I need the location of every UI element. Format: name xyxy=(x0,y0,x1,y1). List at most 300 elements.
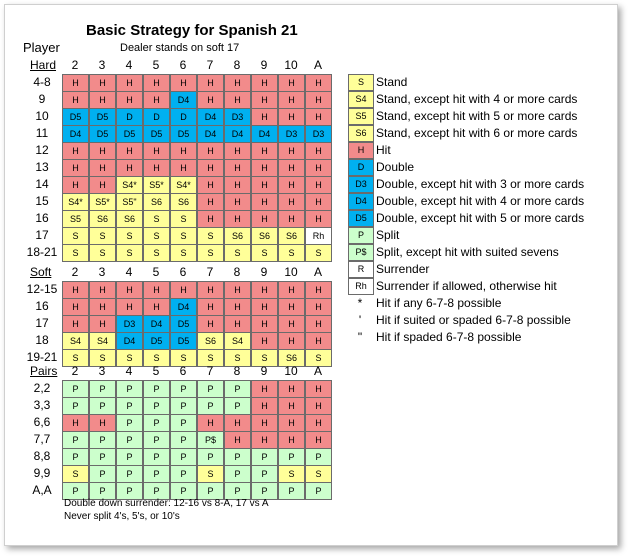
legend-swatch: D3 xyxy=(348,176,374,193)
strategy-cell: S xyxy=(197,244,224,262)
player-hand-label: 10 xyxy=(35,109,49,123)
strategy-cell: P xyxy=(62,380,89,398)
strategy-cell: S6 xyxy=(251,227,278,245)
strategy-cell: H xyxy=(251,91,278,109)
dealer-card-7: 7 xyxy=(206,265,214,279)
strategy-cell: H xyxy=(170,281,197,299)
strategy-cell: H xyxy=(305,193,332,211)
strategy-cell: S6 xyxy=(278,349,305,367)
strategy-cell: D4 xyxy=(116,332,143,350)
strategy-cell: P xyxy=(224,465,251,483)
strategy-cell: S xyxy=(170,210,197,228)
legend-swatch: R xyxy=(348,261,374,278)
strategy-cell: P xyxy=(305,448,332,466)
strategy-cell: H xyxy=(251,281,278,299)
strategy-cell: H xyxy=(251,142,278,160)
strategy-cell: P xyxy=(170,414,197,432)
strategy-cell: H xyxy=(278,380,305,398)
strategy-cell: D5 xyxy=(143,332,170,350)
legend-swatch: Rh xyxy=(348,278,374,295)
legend-item-d4 xyxy=(348,193,618,210)
strategy-cell: D5 xyxy=(143,125,170,143)
strategy-cell: D3 xyxy=(116,315,143,333)
strategy-cell: D4 xyxy=(251,125,278,143)
strategy-cell: P xyxy=(143,380,170,398)
strategy-cell: P xyxy=(197,397,224,415)
dealer-card-5: 5 xyxy=(152,265,160,279)
player-hand-label: 15 xyxy=(35,194,49,208)
strategy-row-hard-10 xyxy=(22,108,325,125)
strategy-cell: P xyxy=(89,482,116,500)
legend-symbol: * xyxy=(357,296,363,310)
strategy-row-soft-16 xyxy=(22,298,325,315)
strategy-cell: H xyxy=(278,74,305,92)
strategy-cell: Rh xyxy=(305,227,332,245)
strategy-cell: H xyxy=(197,74,224,92)
strategy-cell: H xyxy=(89,414,116,432)
legend-text: Double, except hit with 3 or more cards xyxy=(376,177,585,191)
strategy-cell: H xyxy=(89,281,116,299)
strategy-cell: S xyxy=(62,227,89,245)
section-header-hard xyxy=(22,57,325,74)
strategy-cell: S4* xyxy=(62,193,89,211)
strategy-cell: S4* xyxy=(116,176,143,194)
section-title-hard: Hard xyxy=(30,58,57,72)
strategy-cell: D xyxy=(116,108,143,126)
strategy-row-pairs-2-2 xyxy=(22,380,325,397)
player-hand-label: 4-8 xyxy=(33,75,51,89)
strategy-cell: P xyxy=(116,431,143,449)
strategy-cell: H xyxy=(62,91,89,109)
legend-item-h xyxy=(348,142,618,159)
strategy-cell: P xyxy=(224,482,251,500)
strategy-cell: H xyxy=(143,74,170,92)
strategy-row-pairs-7-7 xyxy=(22,431,325,448)
strategy-cell: S5* xyxy=(89,193,116,211)
legend-item-d xyxy=(348,159,618,176)
player-hand-label: 13 xyxy=(35,160,49,174)
dealer-card-7: 7 xyxy=(206,58,214,72)
strategy-cell: H xyxy=(197,193,224,211)
strategy-cell: H xyxy=(305,315,332,333)
strategy-cell: H xyxy=(170,142,197,160)
strategy-cell: S xyxy=(305,349,332,367)
strategy-cell: S6 xyxy=(170,193,197,211)
strategy-cell: H xyxy=(251,176,278,194)
strategy-cell: P xyxy=(224,448,251,466)
strategy-cell: H xyxy=(197,298,224,316)
strategy-cell: P xyxy=(170,397,197,415)
strategy-cell: H xyxy=(305,74,332,92)
legend-item-pdollar xyxy=(348,244,618,261)
strategy-cell: D4 xyxy=(62,125,89,143)
strategy-cell: D5 xyxy=(170,125,197,143)
strategy-cell: H xyxy=(251,210,278,228)
strategy-cell: H xyxy=(224,193,251,211)
strategy-cell: H xyxy=(251,431,278,449)
page-title: Basic Strategy for Spanish 21 xyxy=(86,22,298,39)
player-hand-label: 11 xyxy=(35,126,49,140)
section-header-soft xyxy=(22,264,325,281)
strategy-cell: H xyxy=(251,397,278,415)
strategy-cell: H xyxy=(305,281,332,299)
legend-swatch: D xyxy=(348,159,374,176)
dealer-card-8: 8 xyxy=(233,364,241,378)
strategy-cell: H xyxy=(143,298,170,316)
strategy-cell: P xyxy=(197,482,224,500)
strategy-cell: H xyxy=(224,74,251,92)
dealer-card-4: 4 xyxy=(125,58,133,72)
strategy-cell: P xyxy=(143,482,170,500)
strategy-cell: H xyxy=(170,74,197,92)
strategy-cell: H xyxy=(224,315,251,333)
strategy-cell: S xyxy=(224,244,251,262)
strategy-cell: S xyxy=(116,349,143,367)
strategy-cell: H xyxy=(197,176,224,194)
strategy-cell: H xyxy=(197,281,224,299)
strategy-cell: S4 xyxy=(224,332,251,350)
player-hand-label: 12-15 xyxy=(26,282,58,296)
strategy-cell: S xyxy=(170,349,197,367)
strategy-cell: S6 xyxy=(143,193,170,211)
strategy-cell: S4 xyxy=(89,332,116,350)
strategy-cell: S6 xyxy=(224,227,251,245)
player-hand-label: 18 xyxy=(35,333,49,347)
legend-swatch: P$ xyxy=(348,244,374,261)
legend-swatch: S6 xyxy=(348,125,374,142)
strategy-row-soft-12-15 xyxy=(22,281,325,298)
strategy-cell: D4 xyxy=(170,91,197,109)
strategy-cell: S xyxy=(143,349,170,367)
strategy-cell: P xyxy=(251,482,278,500)
strategy-cell: P xyxy=(305,482,332,500)
strategy-cell: S6 xyxy=(197,332,224,350)
player-hand-label: 8,8 xyxy=(33,449,51,463)
strategy-cell: P xyxy=(116,380,143,398)
strategy-cell: P xyxy=(89,380,116,398)
strategy-cell: H xyxy=(305,91,332,109)
strategy-cell: H xyxy=(143,142,170,160)
strategy-cell: S xyxy=(224,349,251,367)
strategy-cell: P xyxy=(224,397,251,415)
strategy-cell: H xyxy=(251,332,278,350)
strategy-cell: H xyxy=(305,380,332,398)
strategy-cell: H xyxy=(224,414,251,432)
strategy-cell: D3 xyxy=(224,108,251,126)
strategy-cell: H xyxy=(197,142,224,160)
strategy-cell: H xyxy=(305,176,332,194)
note-double-down-surrender: Double down surrender: 12-16 vs 8-A, 17 vs A xyxy=(64,498,269,509)
strategy-cell: S xyxy=(89,244,116,262)
strategy-cell: H xyxy=(305,414,332,432)
strategy-row-hard-9 xyxy=(22,91,325,108)
legend-text: Hit xyxy=(376,143,391,157)
strategy-cell: H xyxy=(170,159,197,177)
strategy-cell: S xyxy=(251,244,278,262)
strategy-cell: P xyxy=(143,448,170,466)
strategy-cell: H xyxy=(62,298,89,316)
strategy-cell: H xyxy=(62,281,89,299)
strategy-cell: S xyxy=(143,210,170,228)
strategy-cell: H xyxy=(278,298,305,316)
strategy-cell: S xyxy=(170,227,197,245)
player-hand-label: 3,3 xyxy=(33,398,51,412)
strategy-cell: H xyxy=(278,108,305,126)
strategy-cell: H xyxy=(116,159,143,177)
legend-swatch: S xyxy=(348,74,374,91)
strategy-cell: D4 xyxy=(197,108,224,126)
strategy-cell: S xyxy=(170,244,197,262)
strategy-cell: H xyxy=(89,159,116,177)
section-title-soft: Soft xyxy=(30,265,52,279)
strategy-cell: P xyxy=(170,465,197,483)
strategy-cell: H xyxy=(89,298,116,316)
strategy-cell: H xyxy=(89,91,116,109)
strategy-cell: H xyxy=(251,108,278,126)
strategy-cell: H xyxy=(251,298,278,316)
dealer-card-a: A xyxy=(313,58,322,72)
strategy-row-hard-12 xyxy=(22,142,325,159)
strategy-cell: S5" xyxy=(116,193,143,211)
strategy-cell: H xyxy=(62,176,89,194)
strategy-row-hard-13 xyxy=(22,159,325,176)
strategy-cell: S6 xyxy=(89,210,116,228)
player-hand-label: 7,7 xyxy=(33,432,51,446)
dealer-card-2: 2 xyxy=(71,265,79,279)
strategy-cell: H xyxy=(278,332,305,350)
dealer-card-2: 2 xyxy=(71,58,79,72)
strategy-row-hard-11 xyxy=(22,125,325,142)
player-hand-label: A,A xyxy=(32,483,52,497)
strategy-cell: H xyxy=(251,159,278,177)
symbol-legend-item-3 xyxy=(348,329,618,346)
dealer-card-5: 5 xyxy=(152,58,160,72)
strategy-row-soft-17 xyxy=(22,315,325,332)
strategy-cell: H xyxy=(197,414,224,432)
strategy-cell: D5 xyxy=(170,332,197,350)
strategy-row-pairs-3-3 xyxy=(22,397,325,414)
strategy-cell: H xyxy=(278,193,305,211)
legend-item-s4 xyxy=(348,91,618,108)
strategy-row-hard-17 xyxy=(22,227,325,244)
strategy-cell: H xyxy=(143,159,170,177)
strategy-cell: P xyxy=(62,448,89,466)
strategy-cell: H xyxy=(251,74,278,92)
legend-text: Split xyxy=(376,228,400,242)
strategy-cell: H xyxy=(305,159,332,177)
strategy-cell: S xyxy=(197,465,224,483)
strategy-cell: H xyxy=(278,281,305,299)
strategy-cell: D xyxy=(170,108,197,126)
strategy-cell: H xyxy=(278,315,305,333)
strategy-cell: D5 xyxy=(62,108,89,126)
symbol-legend-item-1 xyxy=(348,295,618,312)
strategy-cell: S4* xyxy=(170,176,197,194)
strategy-cell: D3 xyxy=(278,125,305,143)
strategy-cell: S xyxy=(305,465,332,483)
dealer-card-10: 10 xyxy=(284,58,298,72)
legend-text: Hit if suited or spaded 6-7-8 possible xyxy=(376,313,571,327)
dealer-card-a: A xyxy=(313,364,322,378)
legend-text: Surrender if allowed, otherwise hit xyxy=(376,279,557,293)
strategy-cell: H xyxy=(305,108,332,126)
strategy-cell: P xyxy=(116,448,143,466)
legend-text: Double, except hit with 5 or more cards xyxy=(376,211,585,225)
strategy-cell: S xyxy=(278,244,305,262)
strategy-cell: H xyxy=(89,74,116,92)
strategy-cell: H xyxy=(89,176,116,194)
symbol-legend-item-2 xyxy=(348,312,618,329)
strategy-cell: H xyxy=(305,431,332,449)
strategy-cell: P xyxy=(62,397,89,415)
strategy-cell: H xyxy=(251,315,278,333)
strategy-cell: H xyxy=(278,431,305,449)
strategy-cell: P xyxy=(251,448,278,466)
strategy-row-hard-18-21 xyxy=(22,244,325,261)
strategy-cell: S xyxy=(143,244,170,262)
strategy-cell: H xyxy=(278,210,305,228)
legend-text: Stand, except hit with 6 or more cards xyxy=(376,126,578,140)
legend-text: Split, except hit with suited sevens xyxy=(376,245,559,259)
dealer-card-6: 6 xyxy=(179,364,187,378)
strategy-row-soft-18 xyxy=(22,332,325,349)
strategy-row-hard-15 xyxy=(22,193,325,210)
strategy-cell: S xyxy=(62,244,89,262)
strategy-row-pairs-8-8 xyxy=(22,448,325,465)
dealer-card-9: 9 xyxy=(260,364,268,378)
dealer-card-8: 8 xyxy=(233,265,241,279)
strategy-cell: P xyxy=(89,448,116,466)
strategy-cell: S xyxy=(62,349,89,367)
strategy-cell: P xyxy=(116,465,143,483)
strategy-cell: H xyxy=(278,176,305,194)
strategy-cell: H xyxy=(224,210,251,228)
legend-item-rh xyxy=(348,278,618,295)
strategy-cell: S xyxy=(197,349,224,367)
strategy-cell: S xyxy=(89,227,116,245)
strategy-cell: P xyxy=(143,414,170,432)
strategy-cell: H xyxy=(62,315,89,333)
strategy-cell: P xyxy=(62,431,89,449)
strategy-cell: P xyxy=(224,380,251,398)
strategy-cell: H xyxy=(116,142,143,160)
strategy-cell: H xyxy=(278,397,305,415)
strategy-row-pairs-9-9 xyxy=(22,465,325,482)
legend-item-s5 xyxy=(348,108,618,125)
strategy-cell: P xyxy=(197,448,224,466)
strategy-cell: P xyxy=(170,448,197,466)
strategy-cell: S xyxy=(62,465,89,483)
strategy-cell: S4 xyxy=(62,332,89,350)
strategy-cell: P xyxy=(197,380,224,398)
player-hand-label: 6,6 xyxy=(33,415,51,429)
legend-item-r xyxy=(348,261,618,278)
strategy-cell: P xyxy=(116,397,143,415)
strategy-cell: H xyxy=(89,315,116,333)
strategy-cell: H xyxy=(224,176,251,194)
strategy-cell: H xyxy=(278,91,305,109)
player-hand-label: 17 xyxy=(35,228,49,242)
strategy-row-pairs-a-a xyxy=(22,482,325,499)
legend-swatch: P xyxy=(348,227,374,244)
legend-item-d5 xyxy=(348,210,618,227)
strategy-cell: P xyxy=(89,465,116,483)
strategy-cell: P xyxy=(116,414,143,432)
strategy-cell: D5 xyxy=(89,125,116,143)
strategy-cell: D5 xyxy=(116,125,143,143)
dealer-card-3: 3 xyxy=(98,265,106,279)
strategy-cell: D4 xyxy=(224,125,251,143)
strategy-cell: H xyxy=(116,298,143,316)
dealer-card-a: A xyxy=(313,265,322,279)
legend-symbol: " xyxy=(357,330,363,344)
strategy-cell: P$ xyxy=(197,431,224,449)
strategy-cell: D3 xyxy=(305,125,332,143)
strategy-cell: H xyxy=(224,91,251,109)
strategy-cell: P xyxy=(143,431,170,449)
strategy-cell: H xyxy=(305,142,332,160)
strategy-cell: D4 xyxy=(170,298,197,316)
strategy-cell: H xyxy=(116,91,143,109)
legend-text: Hit if any 6-7-8 possible xyxy=(376,296,502,310)
strategy-cell: H xyxy=(224,298,251,316)
strategy-cell: P xyxy=(278,448,305,466)
strategy-cell: S xyxy=(251,349,278,367)
legend-text: Stand xyxy=(376,75,408,89)
strategy-cell: S6 xyxy=(116,210,143,228)
strategy-cell: H xyxy=(251,193,278,211)
legend-text: Hit if spaded 6-7-8 possible xyxy=(376,330,522,344)
player-hand-label: 12 xyxy=(35,143,49,157)
dealer-card-5: 5 xyxy=(152,364,160,378)
strategy-row-hard-4-8 xyxy=(22,74,325,91)
strategy-cell: H xyxy=(62,159,89,177)
strategy-cell: S5 xyxy=(62,210,89,228)
strategy-cell: S5* xyxy=(143,176,170,194)
dealer-card-9: 9 xyxy=(260,58,268,72)
strategy-cell: H xyxy=(278,142,305,160)
strategy-cell: H xyxy=(116,74,143,92)
player-hand-label: 16 xyxy=(35,211,49,225)
strategy-cell: P xyxy=(170,380,197,398)
strategy-cell: H xyxy=(62,414,89,432)
legend-text: Double xyxy=(376,160,415,174)
player-hand-label: 2,2 xyxy=(33,381,51,395)
strategy-cell: S xyxy=(143,227,170,245)
legend-symbol: ' xyxy=(358,313,362,327)
strategy-cell: P xyxy=(170,431,197,449)
legend-text: Stand, except hit with 4 or more cards xyxy=(376,92,578,106)
strategy-cell: H xyxy=(89,142,116,160)
strategy-cell: H xyxy=(305,397,332,415)
strategy-cell: H xyxy=(224,431,251,449)
strategy-row-hard-16 xyxy=(22,210,325,227)
legend-text: Surrender xyxy=(376,262,430,276)
section-title-pairs: Pairs xyxy=(30,364,58,378)
strategy-cell: S xyxy=(305,244,332,262)
strategy-cell: P xyxy=(143,397,170,415)
strategy-cell: S6 xyxy=(278,227,305,245)
strategy-cell: H xyxy=(197,210,224,228)
dealer-card-3: 3 xyxy=(98,58,106,72)
legend-swatch: S5 xyxy=(348,108,374,125)
dealer-card-2: 2 xyxy=(71,364,79,378)
strategy-cell: P xyxy=(62,482,89,500)
strategy-row-pairs-6-6 xyxy=(22,414,325,431)
strategy-cell: P xyxy=(278,482,305,500)
strategy-cell: P xyxy=(170,482,197,500)
dealer-card-10: 10 xyxy=(284,364,298,378)
